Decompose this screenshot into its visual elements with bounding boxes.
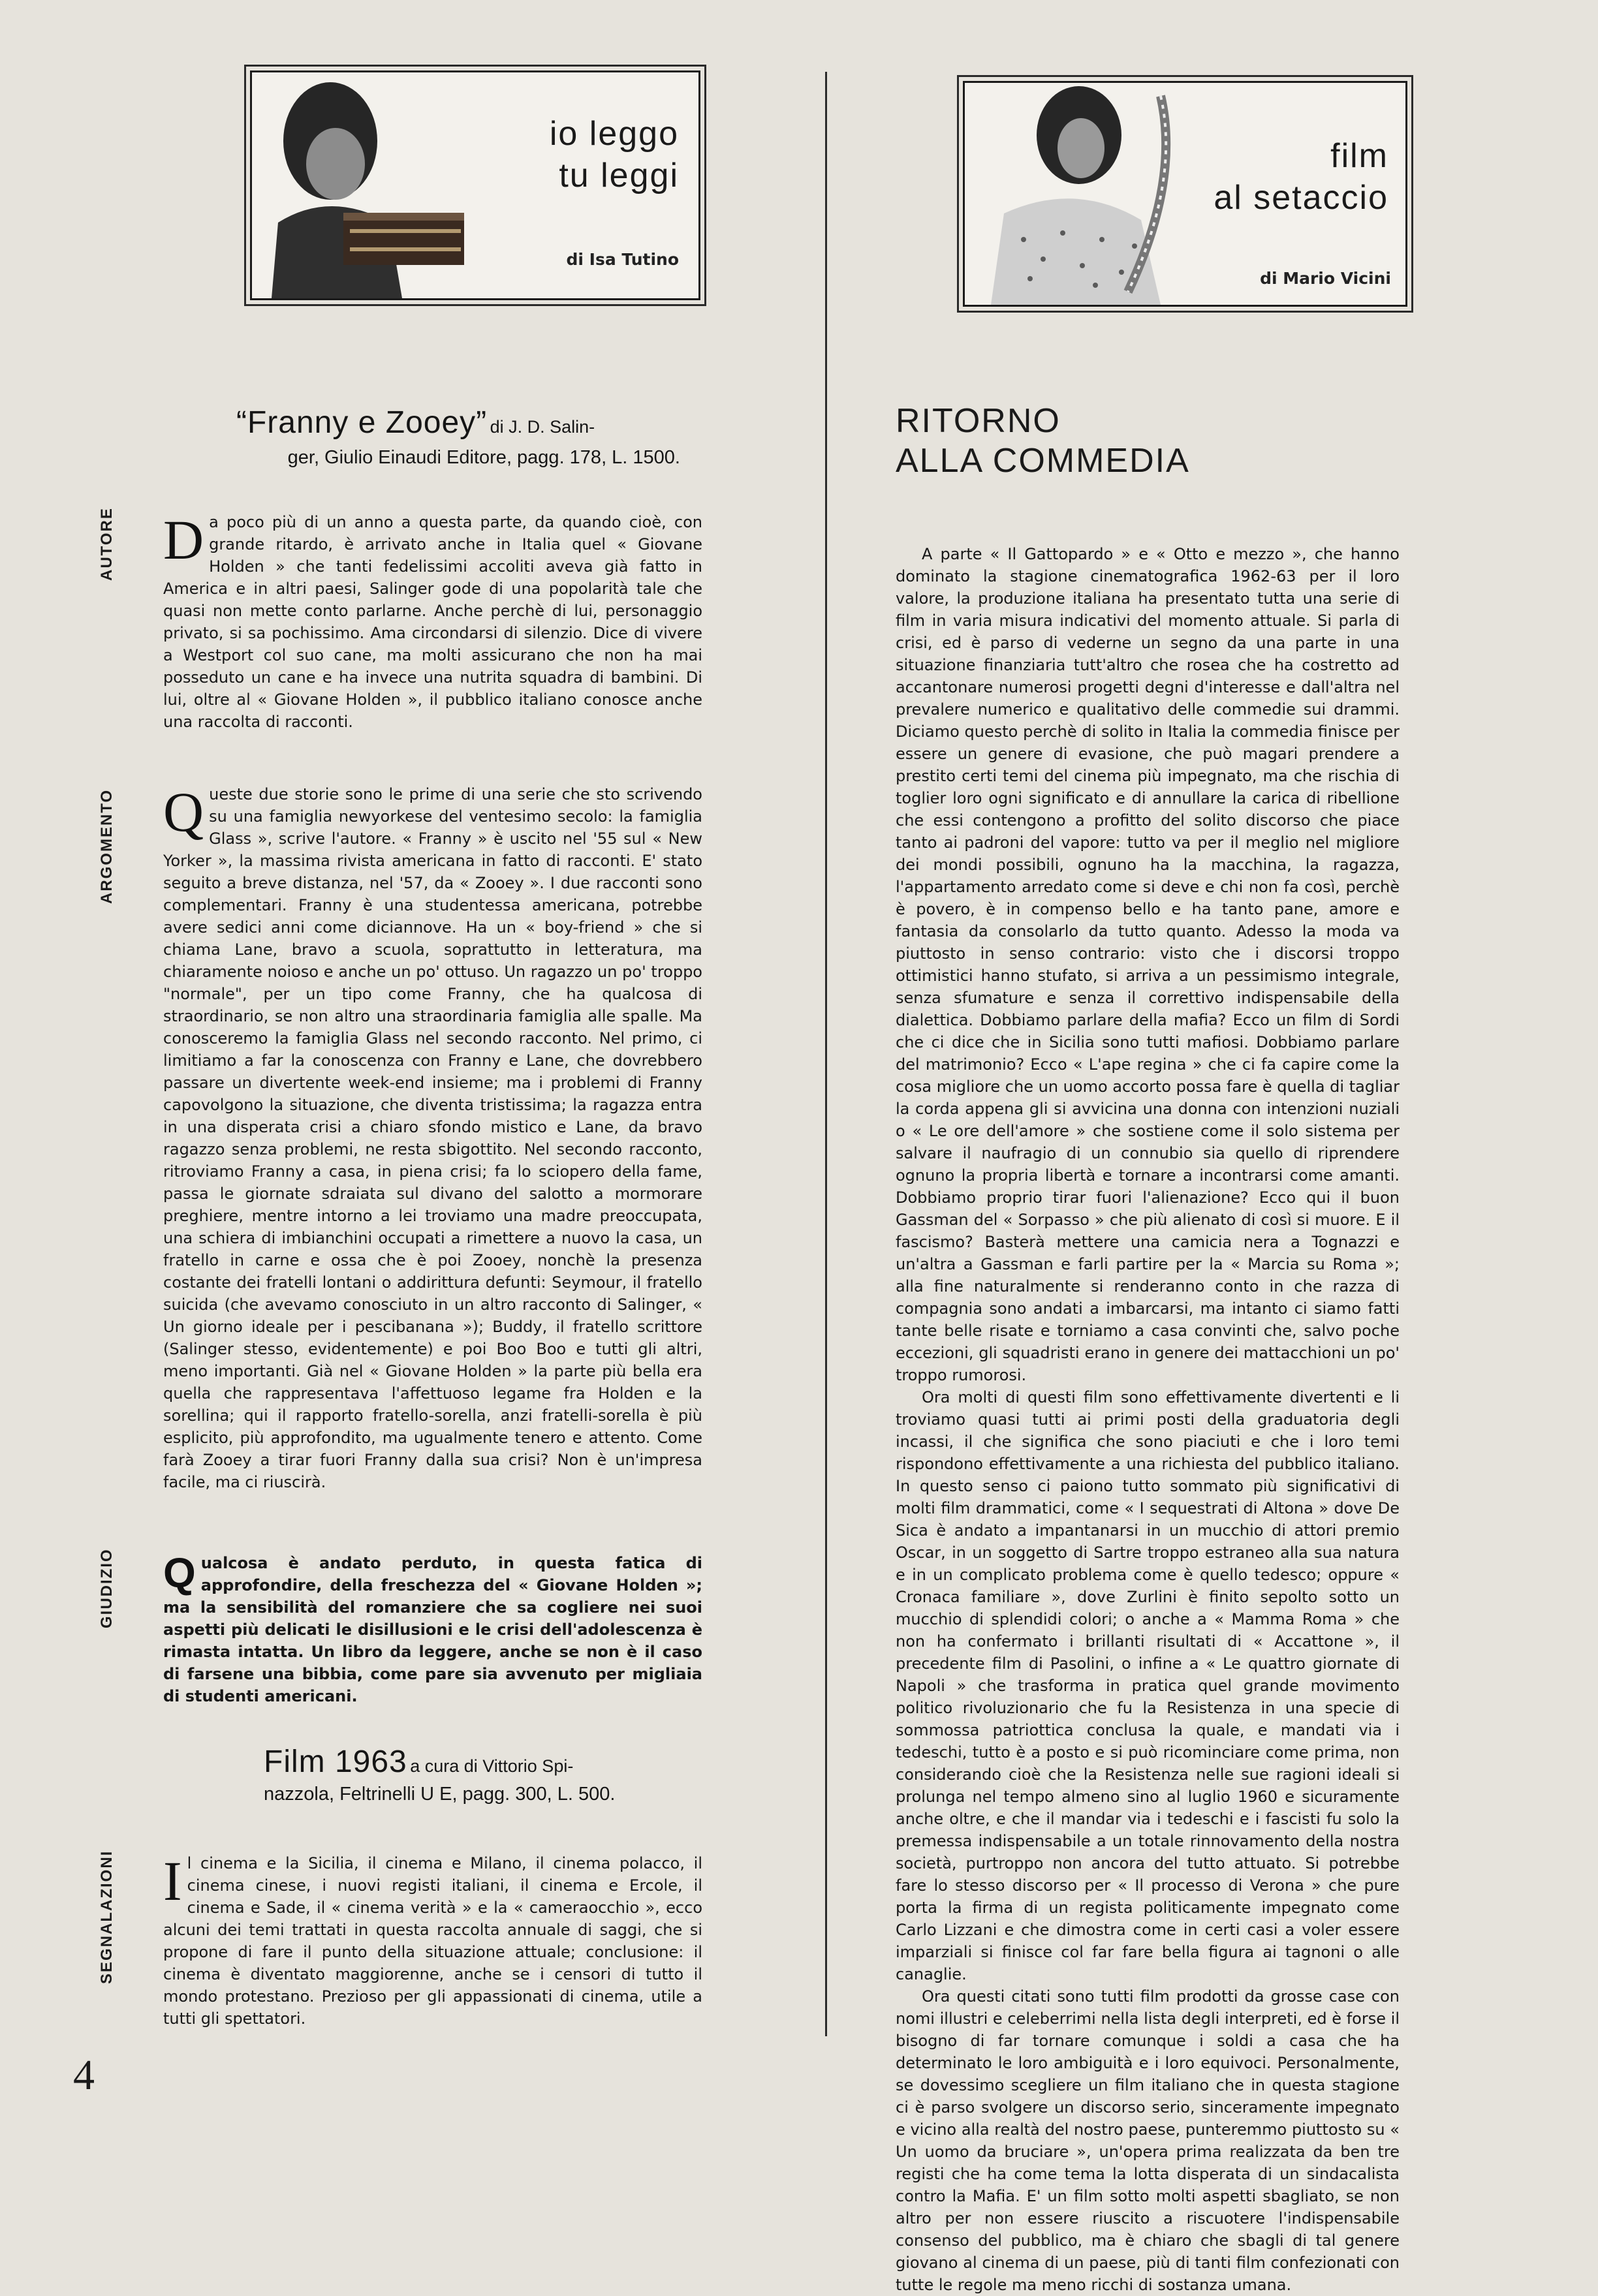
column-title-line2: al setaccio bbox=[1214, 179, 1388, 217]
book2-heading bbox=[264, 1744, 695, 1805]
book1-author-paragraph bbox=[163, 508, 702, 733]
book2-text: l cinema e la Sicilia, il cinema e Milano, il cinema polacco, il cinema cinese, i nuovi registi italiani, il cinema e Ercole, il cinema e Sade, il « cinema verità » e la « cameraocchio », ecco alcuni dei temi trattati in questa raccolta annuale di saggi, che si propone di fare il punto della situazione attuale; conclusione: il cinema è diventato maggiorenne, anche se i censori di tutto il mondo protestano. Prezioso per gli appassionati di cinema, utile a tutti gli spettatori. bbox=[163, 1854, 702, 2028]
column-header-film-al-setaccio bbox=[963, 81, 1407, 307]
page-number: 4 bbox=[73, 2051, 95, 2099]
column-byline: di Isa Tutino bbox=[566, 250, 679, 269]
drop-cap: I bbox=[163, 1850, 182, 1912]
book1-judgement-paragraph bbox=[163, 1549, 702, 1707]
side-label-autore: AUTORE bbox=[98, 507, 116, 581]
book1-details-line2: ger, Giulio Einaudi Editore, pagg. 178, L. 1500. bbox=[287, 447, 680, 468]
book1-title: “Franny e Zooey” bbox=[236, 405, 488, 440]
article-title-line1: RITORNO bbox=[896, 402, 1061, 440]
article-paragraph: Ora questi citati sono tutti film prodotti da grosse case con nomi illustri e celeberrimi nella lista degli interpreti, ed è forse il bisogno di far tornare comunque i soldi a casa che ha determinato le loro ambiguità e i loro equivoci. Personalmente, se dovessimo scegliere un film italiano che in questa stagione ci è parso svolgere un discorso serio, sinceramente impegnato e vicino alla realtà del nostro paese, punteremmo piuttosto su « Un uomo da bruciare », un'opera prima realizzata da ben tre registi che ha come tema la lotta disperata di un sindacalista contro la Mafia. E' un film sotto molti aspetti sbagliato, se non altro per non essere riuscito a riscuotere l'indispensabile consenso del pubblico, ma è chiaro che sbagli di tal genere giovano al cinema di un paese, più di tanti film confezionati con tutte le regole ma meno ricchi di sostanza umana. bbox=[896, 1987, 1400, 2294]
column-title-line2: tu leggi bbox=[559, 157, 679, 194]
drop-cap: Q bbox=[163, 1549, 196, 1596]
book2-details-line1: a cura di Vittorio Spi- bbox=[410, 1756, 574, 1776]
book1-heading bbox=[236, 405, 687, 469]
article-body bbox=[896, 543, 1400, 2296]
drop-cap: D bbox=[163, 508, 204, 571]
side-label-segnalazioni: SEGNALAZIONI bbox=[98, 1850, 116, 1984]
side-label-giudizio: GIUDIZIO bbox=[98, 1548, 116, 1628]
book1-plot-paragraph bbox=[163, 783, 702, 1493]
book1-judgement-text: ualcosa è andato perduto, in questa fatica di approfondire, della freschezza del « Giovane Holden »; ma la sensibilità del romanziere che sa cogliere nei suoi aspetti più delicati le disillusioni e le crisi dell'adolescenza è rimasta intatta. Un libro da leggere, anche se non è il caso di farsene una bibbia, come pare sia avvenuto per migliaia di studenti americani. bbox=[163, 1554, 702, 1705]
book2-title: Film 1963 bbox=[264, 1745, 407, 1779]
book1-plot-text: ueste due storie sono le prime di una serie che sto scrivendo su una famiglia newyorkese del ventesimo secolo: la famiglia Glass », scrive l'autore. « Franny » è uscito nel '55 sul « New Yorker », la massima rivista americana in fatto di racconti. E' stato seguito a breve distanza, nel '57, da « Zooey ». I due racconti sono complementari. Franny è una studentessa americana, potrebbe avere sedici anni come diciannove. Ha un « boy-friend » che si chiama Lane, bravo a scuola, soprattutto in letteratura, ma chiaramente noioso e anche un po' ottuso. Un ragazzo un po' troppo "normale", per un tipo come Franny, che ha qualcosa di straordinario, se non altro una straordinaria famiglia alle spalle. Ma conosceremo la famiglia Glass nel secondo racconto. Nel primo, ci limitiamo a far la conoscenza con Franny e Lane, che dovrebbero passare un divertente week-end insieme; ma i problemi di Franny capovolgono la situazione, che diventa tristissima; la ragazza entra in una disperata crisi a chiaro sfondo mistico e Lane, da bravo ragazzo senza problemi, ne resta sbigottito. Nel secondo racconto, ritroviamo Franny a casa, in piena crisi; fa lo sciopero della fame, passa le giornate sdraiata sul divano del salotto a mormorare preghiere, mentre intorno a lei troviamo una madre preoccupata, una schiera di imbianchini occupati a rimettere a nuovo la casa, un fratello in carne e ossa che è poi Zooey, nonchè la presenza costante dei fratelli lontani o addirittura defunti: Seymour, il fratello suicida (che avevamo conosciuto in un altro racconto di Salinger, « Un giorno ideale per i pescibanana »); Buddy, il fratello scrittore (Salinger stesso, evidentemente) e poi Boo Boo e tutti gli altri, meno importanti. Già nel « Giovane Holden » la parte più bella era quella che rappresentava l'affettuoso legame fra Holden e la sorellina; qui il rapporto fratello-sorella, anzi fratelli-sorella è più esplicito, più approfondito, ma ugualmente tenero e attento. Come farà Zooey a tirar fuori Franny dalla sua crisi? Non è un'impresa facile, ma ci riuscirà. bbox=[163, 785, 702, 1491]
article-paragraph: A parte « Il Gattopardo » e « Otto e mezzo », che hanno dominato la stagione cinematografica 1962-63 per il loro valore, la produzione italiana ha presentato tutta una serie di film in varia misura indicativi del momento attuale. Si parla di crisi, ed è parso di vederne un segno da una parte in una situazione finanziaria tutt'altro che rosea che ha costretto ad accantonare numerosi progetti degni d'interesse e dall'altra nel prevalere numerico e qualitativo delle commedie sui drammi. Diciamo questo perchè di solito in Italia la commedia finisce per essere un genere di evasione, che può magari prendere a prestito certi temi del cinema più impegnato, ma che rischia di toglier loro ogni significato e di annullare la carica di ribellione che essi contengono a profitto del solito discorso che piace tanto ai padroni del vapore: tutto va per il meglio nel migliore dei mondi possibili, ognuno ha la macchina, la ragazza, l'appartamento arredato come si deve e chi non fa così, perchè è povero, è in compenso bello e ha tanto pane, amore e fantasia da consolarlo da tutto quanto. Adesso la moda va piuttosto in senso contrario: visto che i discorsi troppo ottimistici hanno stufato, si arriva a un pessimismo integrale, senza sfumature e senza il correttivo indispensabile della dialettica. Dobbiamo parlare della mafia? Ecco un film di Sordi che ci dice che in Sicilia sono tutti mafiosi. Dobbiamo parlare del matrimonio? Ecco « L'ape regina » che ci fa capire come la cosa migliore che un uomo accorto possa fare è quella di tagliar la corda appena gli si avvicina una donna con intenzioni nuziali o « Le ore dell'amore » che sostiene come il solo sistema per salvare il naufragio di un connubio sia quello di riprendere ognuno la propria libertà e tornare a incontrarsi come amanti. Dobbiamo proprio tirar fuori l'alienazione? Ecco qui il buon Gassman del « Sorpasso » che più alienato di così si muore. E il fascismo? Basterà mettere una camicia nera a Tognazzi e un'altra a Gassman e farli partire per la « Marcia su Roma »; alla fine naturalmente si renderanno conto in che razza di compagnia sono andati a imbarcarsi, ma intanto ci siamo fatti tante belle risate e torniamo a casa convinti che, salvo poche eccezioni, gli squadristi erano in genere dei mattacchioni un po' troppo rumorosi. bbox=[896, 545, 1400, 1384]
column-title-line1: io leggo bbox=[549, 115, 679, 153]
article-title-line2: ALLA COMMEDIA bbox=[896, 442, 1190, 480]
column-title-line1: film bbox=[1330, 137, 1388, 175]
book2-paragraph bbox=[163, 1852, 702, 2030]
column-byline: di Mario Vicini bbox=[1260, 269, 1391, 288]
side-label-argomento: ARGOMENTO bbox=[98, 788, 116, 904]
drop-cap: Q bbox=[163, 781, 204, 843]
article-title bbox=[896, 401, 1190, 481]
book1-author-text: a poco più di un anno a questa parte, da quando cioè, con grande ritardo, è arrivato anche in Italia quel « Giovane Holden » che tanti fedelissimi accoliti aveva già fatto in America e in altri paesi, Salinger gode di una popolarità tale che quasi non mette conto parlarne. Anche perchè di lui, personaggio privato, si sa pochissimo. Ama circondarsi di silenzio. Dice di vivere a Westport col suo cane, ma molti assicurano che non ha mai posseduto un cane e ha invece una nutrita squadra di bambini. Di lui, oltre al « Giovane Holden », il pubblico italiano conosce anche una raccolta di racconti. bbox=[163, 513, 702, 731]
book1-details-line1: di J. D. Salin- bbox=[490, 417, 595, 437]
column-divider bbox=[825, 72, 827, 2036]
column-header-io-leggo bbox=[250, 70, 700, 300]
book2-details-line2: nazzola, Feltrinelli U E, pagg. 300, L. 500. bbox=[264, 1784, 616, 1805]
article-paragraph: Ora molti di questi film sono effettivamente divertenti e li troviamo quasi tutti ai primi posti della graduatoria degli incassi, il che significa che sono piaciuti e che i loro temi rispondono effettivamente a una richiesta del pubblico italiano. In questo senso ci paiono tutto sommato più significativi di molti film drammatici, come « I sequestrati di Altona » dove De Sica è andato a impantanarsi in un mucchio di attori premio Oscar, in un soggetto di Sartre troppo estraneo alla sua natura e in un complicato problema come è quello tedesco; oppure « Cronaca familiare », dove Zurlini è finito sepolto sotto un mucchio di splendidi colori; o anche a « Mamma Roma » che non ha confermato i brillanti risultati di « Accattone », il precedente film di Pasolini, o infine a « Le quattro giornate di Napoli » che trasforma in pratica quel grande movimento politico rivoluzionario che fu la Resistenza in una specie di sommossa patriottica conclusa la quale, e mandati via i tedeschi, tutto è a posto e si può ricominciare come prima, non considerando cioè che la Resistenza nelle sue ragioni ideali si prolunga nel tempo almeno sino al luglio 1960 e sicuramente anche oltre, e che il mandar via i tedeschi e i fascisti fu solo la premessa indispensabile a un totale rinnovamento della nostra società, purtroppo non ancora del tutto attuato. Si potrebbe fare lo stesso discorso per « Il processo di Verona » che pure porta la firma di un regista politicamente impegnato come Carlo Lizzani e che dimostra come in certi casi a voler essere imparziali si finisce col far fare bella figura ai tagnoni o alle canaglie. bbox=[896, 1388, 1400, 1983]
